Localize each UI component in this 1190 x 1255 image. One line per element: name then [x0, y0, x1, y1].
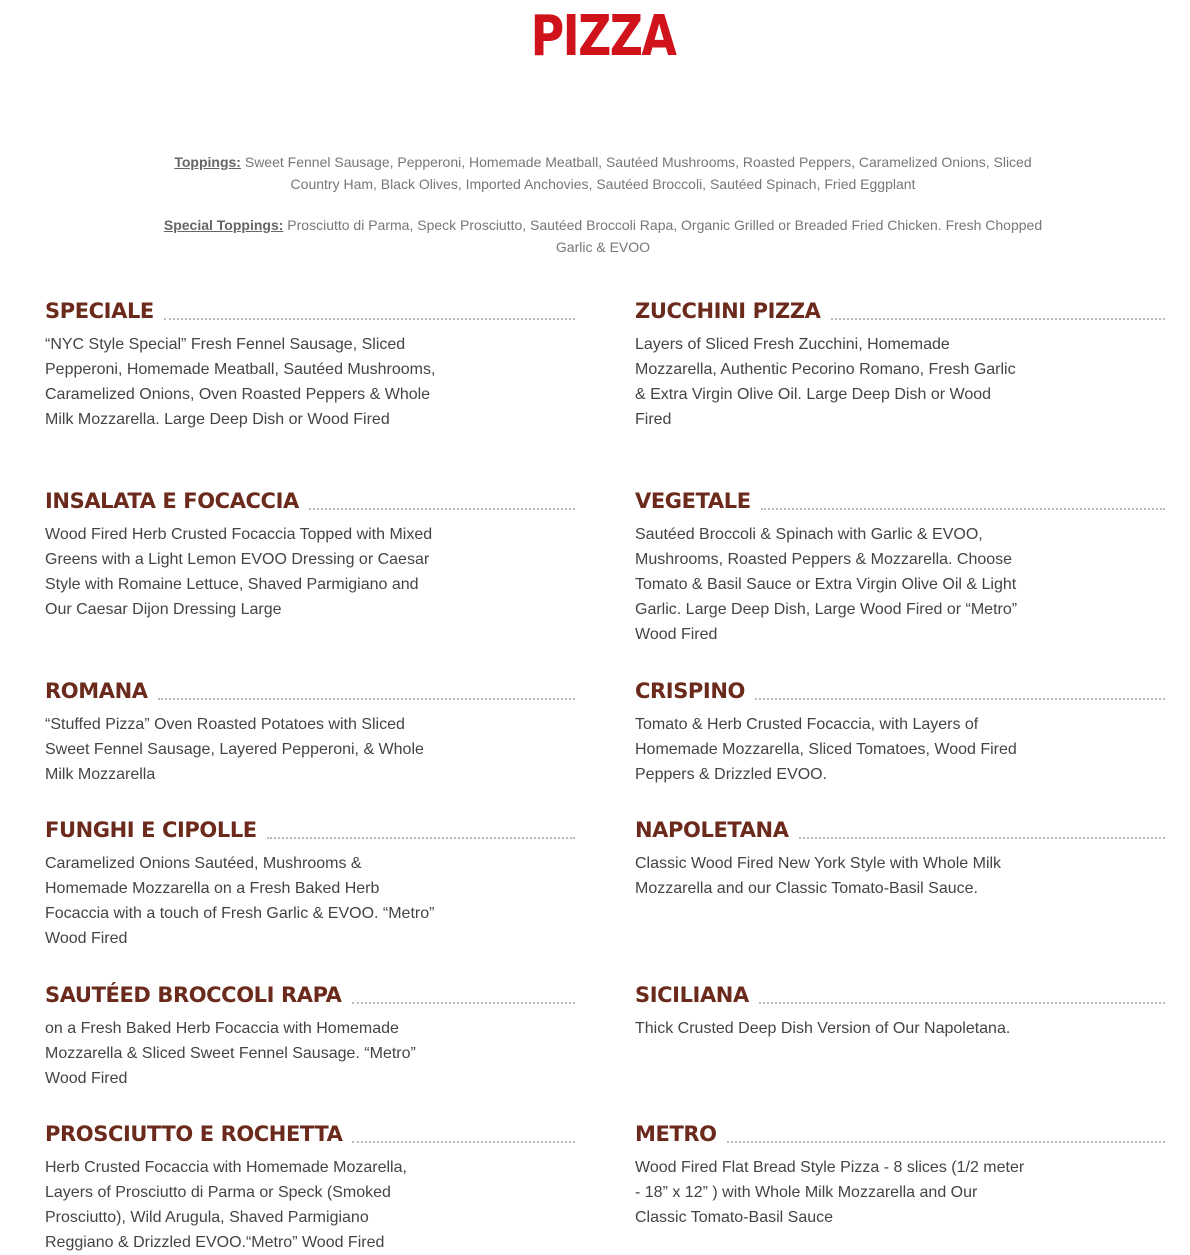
dotted-leader [158, 698, 575, 700]
special-toppings-label: Special Toppings: [163, 217, 284, 233]
item-name: VEGETALE [635, 489, 751, 513]
item-name: NAPOLETANA [635, 818, 789, 842]
item-name: ZUCCHINI PIZZA [635, 299, 821, 323]
menu-item-crispino [635, 676, 1165, 787]
item-name: SAUTÉED BROCCOLI RAPA [45, 983, 342, 1007]
item-name: METRO [635, 1122, 717, 1146]
item-name: FUNGHI E CIPOLLE [45, 818, 257, 842]
item-description: Classic Wood Fired New York Style with Whole Milk Mozzarella and our Classic Tomato-Basil Sauce. [635, 855, 1002, 897]
special-toppings-text: Prosciutto di Parma, Speck Prosciutto, Sautéed Broccoli Rapa, Organic Grilled or Breaded Fried Chicken. Fresh Chopped Garlic & EVOO [283, 217, 1043, 255]
item-description: “NYC Style Special” Fresh Fennel Sausage, Sliced Pepperoni, Homemade Meatball, Sautéed Mushrooms, Caramelized Onions, Oven Roasted Peppers & Whole Milk Mozzarella. Large Deep Dish or Wood Fired [45, 336, 436, 428]
dotted-leader [727, 1141, 1165, 1143]
item-description: Sautéed Broccoli & Spinach with Garlic & EVOO, Mushrooms, Roasted Peppers & Mozzarella. Choose Tomato & Basil Sauce or Extra Virgin Olive Oil & Light Garlic. Large Deep Dish, Large Wood Fired or “Metro” Wood Fired [635, 526, 1018, 643]
menu-item-napoletana [635, 815, 1165, 901]
item-name: PROSCIUTTO E ROCHETTA [45, 1122, 343, 1146]
dotted-leader [309, 508, 575, 510]
item-name: CRISPINO [635, 679, 745, 703]
menu-item-zucchini-pizza [635, 296, 1165, 432]
item-description: Thick Crusted Deep Dish Version of Our Napoletana. [635, 1020, 1011, 1037]
dotted-leader [761, 508, 1165, 510]
dotted-leader [799, 837, 1165, 839]
dotted-leader [164, 318, 575, 320]
item-name: SICILIANA [635, 983, 749, 1007]
menu-item-speciale [45, 296, 575, 432]
toppings-text: Sweet Fennel Sausage, Pepperoni, Homemade Meatball, Sautéed Mushrooms, Roasted Peppers, Caramelized Onions, Sliced Country Ham, Black Olives, Imported Anchovies, Sautéed Broccoli, Sautéed Spinach, Fried Eggplant [240, 154, 1032, 192]
dotted-leader [352, 1002, 576, 1004]
dotted-leader [352, 1141, 575, 1143]
menu-item-siciliana [635, 980, 1165, 1041]
item-name: SPECIALE [45, 299, 154, 323]
toppings-info [160, 151, 1046, 195]
toppings-label: Toppings: [174, 154, 241, 170]
dotted-leader [755, 698, 1165, 700]
menu-item-prosciutto-e-rochetta [45, 1119, 575, 1255]
item-description: Caramelized Onions Sautéed, Mushrooms & Homemade Mozzarella on a Fresh Baked Herb Focaccia with a touch of Fresh Garlic & EVOO. “Metro” Wood Fired [45, 855, 435, 947]
dotted-leader [759, 1002, 1165, 1004]
item-description: Layers of Sliced Fresh Zucchini, Homemade Mozzarella, Authentic Pecorino Romano, Fresh Garlic & Extra Virgin Olive Oil. Large Deep Dish or Wood Fired [635, 336, 1016, 428]
item-description: Tomato & Herb Crusted Focaccia, with Layers of Homemade Mozzarella, Sliced Tomatoes, Wood Fired Peppers & Drizzled EVOO. [635, 716, 1017, 783]
item-name: ROMANA [45, 679, 148, 703]
dotted-leader [831, 318, 1165, 320]
menu-item-metro [635, 1119, 1165, 1230]
item-description: Herb Crusted Focaccia with Homemade Mozarella, Layers of Prosciutto di Parma or Speck (Smoked Prosciutto), Wild Arugula, Shaved Parmigiano Reggiano & Drizzled EVOO.“Metro” Wood Fired [45, 1159, 407, 1251]
item-description: Wood Fired Herb Crusted Focaccia Topped with Mixed Greens with a Light Lemon EVOO Dressing or Caesar Style with Romaine Lettuce, Shaved Parmigiano and Our Caesar Dijon Dressing Large [45, 526, 433, 618]
item-description: Wood Fired Flat Bread Style Pizza - 8 slices (1/2 meter - 18” x 12” ) with Whole Milk Mozzarella and Our Classic Tomato-Basil Sauce [635, 1159, 1025, 1226]
menu-item-vegetale [635, 486, 1165, 647]
item-description: “Stuffed Pizza” Oven Roasted Potatoes with Sliced Sweet Fennel Sausage, Layered Pepperoni, & Whole Milk Mozzarella [45, 716, 424, 783]
menu-item-romana [45, 676, 575, 787]
dotted-leader [267, 837, 575, 839]
menu-item-funghi-e-cipolle [45, 815, 575, 951]
menu-item-insalata-e-focaccia [45, 486, 575, 622]
special-toppings-info [160, 214, 1046, 258]
page-title: PIZZA [530, 4, 676, 69]
menu-item-sauteed-broccoli-rapa [45, 980, 575, 1091]
item-description: on a Fresh Baked Herb Focaccia with Homemade Mozzarella & Sliced Sweet Fennel Sausage. “Metro” Wood Fired [45, 1020, 416, 1087]
item-name: INSALATA E FOCACCIA [45, 489, 299, 513]
